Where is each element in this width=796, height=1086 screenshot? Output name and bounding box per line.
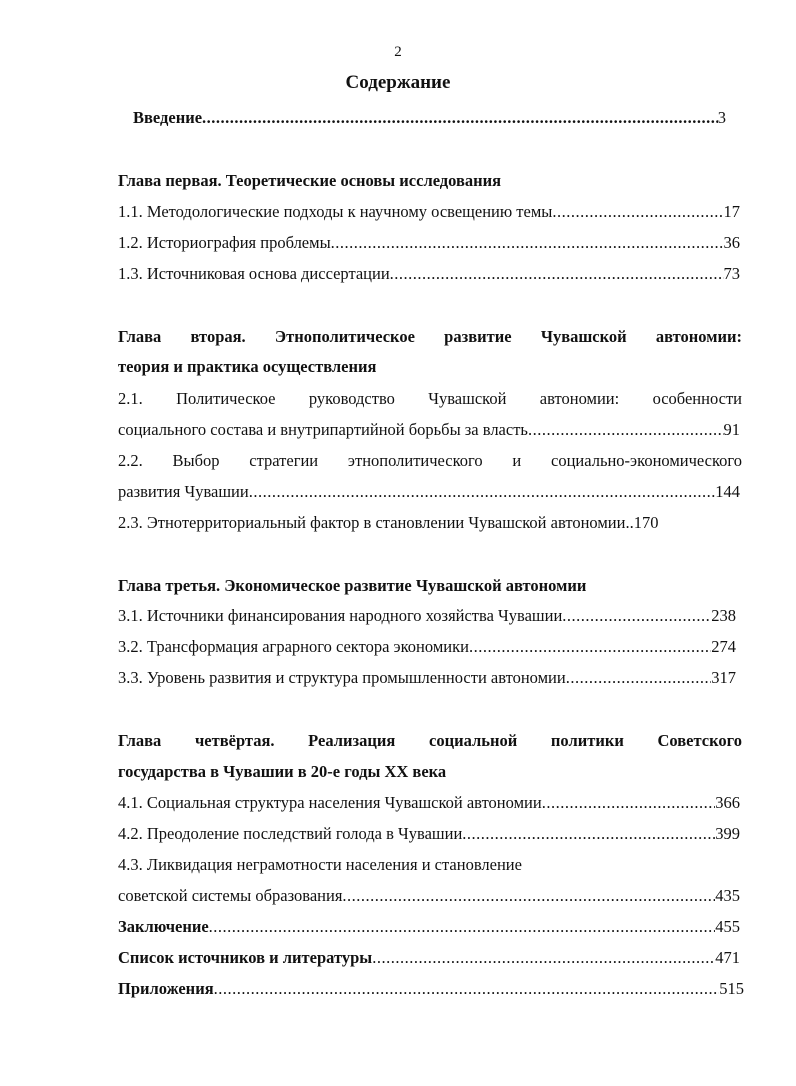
toc-entry-4-1: [118, 792, 740, 814]
toc-leader-dots: [462, 823, 715, 845]
toc-entry-page: 17: [723, 202, 740, 221]
toc-entry-3-2: [118, 636, 736, 658]
toc-entry-introduction: [133, 107, 726, 129]
toc-leader-dots: [528, 419, 724, 441]
toc-leader-dots: [202, 107, 718, 129]
toc-entry-label: социального состава и внутрипартийной борьбы за власть: [118, 420, 528, 439]
toc-leader-dots: [342, 885, 715, 907]
toc-leader-dots: [214, 978, 720, 1000]
chapter-2-heading-line-2: теория и практика осуществления: [118, 357, 377, 376]
toc-entry-label: советской системы образования: [118, 886, 343, 905]
toc-entry-sources: [118, 947, 740, 969]
toc-leader-dots: [331, 232, 724, 254]
toc-entry-2-1: [118, 419, 740, 441]
toc-leader-dots: [566, 667, 712, 689]
toc-entry-label: развития Чувашии: [118, 482, 249, 501]
toc-entry-page: 144: [715, 482, 740, 501]
toc-entry-2-1-line-1: 2.1. Политическое руководство Чувашской автономии: особенности: [118, 389, 742, 408]
page-title: Содержание: [345, 72, 451, 93]
toc-entry-page: 274: [711, 637, 736, 656]
toc-entry-page: 435: [715, 886, 740, 905]
toc-entry-label: 4.1. Социальная структура населения Чувашской автономии: [118, 793, 542, 812]
toc-entry-3-1: [118, 605, 736, 627]
toc-entry-page: 515: [719, 979, 744, 998]
toc-entry-2-2-line-1: 2.2. Выбор стратегии этнополитического и социально-экономического: [118, 451, 742, 470]
toc-entry-label: 4.2. Преодоление последствий голода в Чувашии: [118, 824, 463, 843]
toc-leader-dots: [390, 263, 724, 285]
chapter-2-heading-line-1: Глава вторая. Этнополитическое развитие Чувашской автономии:: [118, 327, 742, 346]
toc-entry-2-3: [118, 512, 658, 534]
toc-leader-dots: [552, 201, 723, 223]
toc-entry-label: 1.3. Источниковая основа диссертации: [118, 264, 390, 283]
toc-leader-dots: [249, 481, 716, 503]
toc-entry-label: Список источников и литературы: [118, 948, 373, 967]
toc-entry-page: 399: [715, 824, 740, 843]
toc-entry-4-3: [118, 885, 740, 907]
toc-entry-label: 3.1. Источники финансирования народного хозяйства Чувашии: [118, 606, 563, 625]
toc-entry-1-1: [118, 201, 740, 223]
toc-entry-label: 1.2. Историография проблемы: [118, 233, 331, 252]
toc-entry-page: 91: [723, 420, 740, 439]
toc-leader-dots: [469, 636, 711, 658]
page-number: 2: [394, 44, 402, 60]
toc-entry-page: 3: [717, 108, 726, 127]
toc-entry-page: 317: [711, 668, 736, 687]
toc-entry-page: 73: [723, 264, 740, 283]
toc-entry-4-3-line-1: 4.3. Ликвидация неграмотности населения и становление: [118, 855, 522, 874]
toc-entry-label: 3.2. Трансформация аграрного сектора экономики: [118, 637, 469, 656]
toc-entry-page: 366: [715, 793, 740, 812]
toc-entry-2-2: [118, 481, 740, 503]
chapter-1-heading: Глава первая. Теоретические основы исследования: [118, 171, 502, 190]
toc-entry-page: 36: [723, 233, 740, 252]
toc-entry-page: 471: [715, 948, 740, 967]
toc-leader-dots: [372, 947, 715, 969]
toc-entry-label: 1.1. Методологические подходы к научному освещению темы: [118, 202, 553, 221]
toc-entry-appendix: [118, 978, 744, 1000]
toc-leader-dots: [542, 792, 716, 814]
toc-entry-label: 2.3. Этнотерриториальный фактор в становлении Чувашской автономии..: [118, 513, 634, 532]
toc-entry-1-2: [118, 232, 740, 254]
toc-entry-3-3: [118, 667, 736, 689]
toc-entry-1-3: [118, 263, 740, 285]
toc-entry-page: 170: [633, 513, 659, 532]
chapter-3-heading: Глава третья. Экономическое развитие Чувашской автономии: [118, 576, 587, 595]
toc-entry-label: 3.3. Уровень развития и структура промышленности автономии: [118, 668, 566, 687]
toc-entry-page: 238: [711, 606, 736, 625]
toc-entry-label: Введение: [133, 108, 203, 127]
toc-entry-page: 455: [715, 917, 740, 936]
toc-leader-dots: [209, 916, 716, 938]
toc-entry-label: Заключение: [118, 917, 209, 936]
toc-entry-label: Приложения: [118, 979, 214, 998]
chapter-4-heading-line-2: государства в Чувашии в 20-е годы XX века: [118, 762, 447, 781]
chapter-4-heading-line-1: Глава четвёртая. Реализация социальной политики Советского: [118, 731, 742, 750]
toc-entry-4-2: [118, 823, 740, 845]
toc-entry-conclusion: [118, 916, 740, 938]
toc-leader-dots: [562, 605, 711, 627]
